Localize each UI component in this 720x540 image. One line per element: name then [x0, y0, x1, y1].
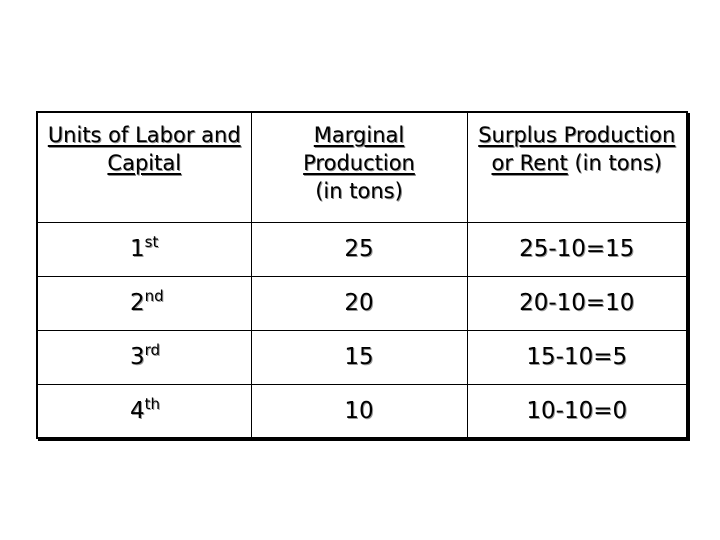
- table-row: [37, 222, 687, 276]
- unit-suffix: st: [144, 233, 159, 251]
- unit-cell: [37, 276, 251, 330]
- header-line: [252, 121, 467, 149]
- unit-number: 1: [130, 236, 145, 262]
- header-line: [252, 149, 467, 177]
- header-line: [38, 149, 251, 177]
- header-line: [468, 121, 687, 149]
- table-row: [37, 384, 687, 438]
- rent-table: [36, 111, 688, 439]
- header-text: or Rent: [491, 151, 568, 175]
- table-body: [37, 222, 687, 438]
- unit-cell: [37, 330, 251, 384]
- unit-suffix: nd: [144, 287, 164, 305]
- header-text: Units of Labor and: [47, 123, 241, 147]
- marginal-production-cell: 20: [251, 276, 467, 330]
- unit-ordinal: [130, 233, 159, 262]
- surplus-cell: 15-10=5: [467, 330, 687, 384]
- marginal-production-cell: 15: [251, 330, 467, 384]
- header-text: Production: [303, 151, 415, 175]
- header-text: Surplus Production: [478, 123, 676, 147]
- header-marginal-production: [251, 112, 467, 222]
- header-surplus-production: [467, 112, 687, 222]
- unit-suffix: rd: [144, 341, 161, 359]
- table-row: [37, 276, 687, 330]
- header-text: (in tons): [315, 179, 403, 203]
- unit-cell: [37, 222, 251, 276]
- marginal-production-cell: 10: [251, 384, 467, 438]
- header-text: Marginal: [313, 123, 405, 147]
- header-text: (in tons): [567, 151, 662, 175]
- unit-cell: [37, 384, 251, 438]
- header-line: [252, 177, 467, 205]
- table-row: [37, 330, 687, 384]
- unit-ordinal: [130, 394, 161, 424]
- header-units: [37, 112, 251, 222]
- header-line: [38, 121, 251, 149]
- unit-suffix: th: [144, 394, 161, 413]
- unit-number: 3: [130, 344, 145, 370]
- surplus-cell: 10-10=0: [467, 384, 687, 438]
- unit-number: 4: [130, 397, 145, 424]
- header-line: [468, 149, 687, 177]
- marginal-production-cell: 25: [251, 222, 467, 276]
- unit-ordinal: [130, 341, 161, 370]
- surplus-cell: 25-10=15: [467, 222, 687, 276]
- unit-ordinal: [130, 287, 164, 316]
- header-text: Capital: [107, 151, 182, 175]
- surplus-cell: 20-10=10: [467, 276, 687, 330]
- header-row: [37, 112, 687, 222]
- unit-number: 2: [130, 290, 145, 316]
